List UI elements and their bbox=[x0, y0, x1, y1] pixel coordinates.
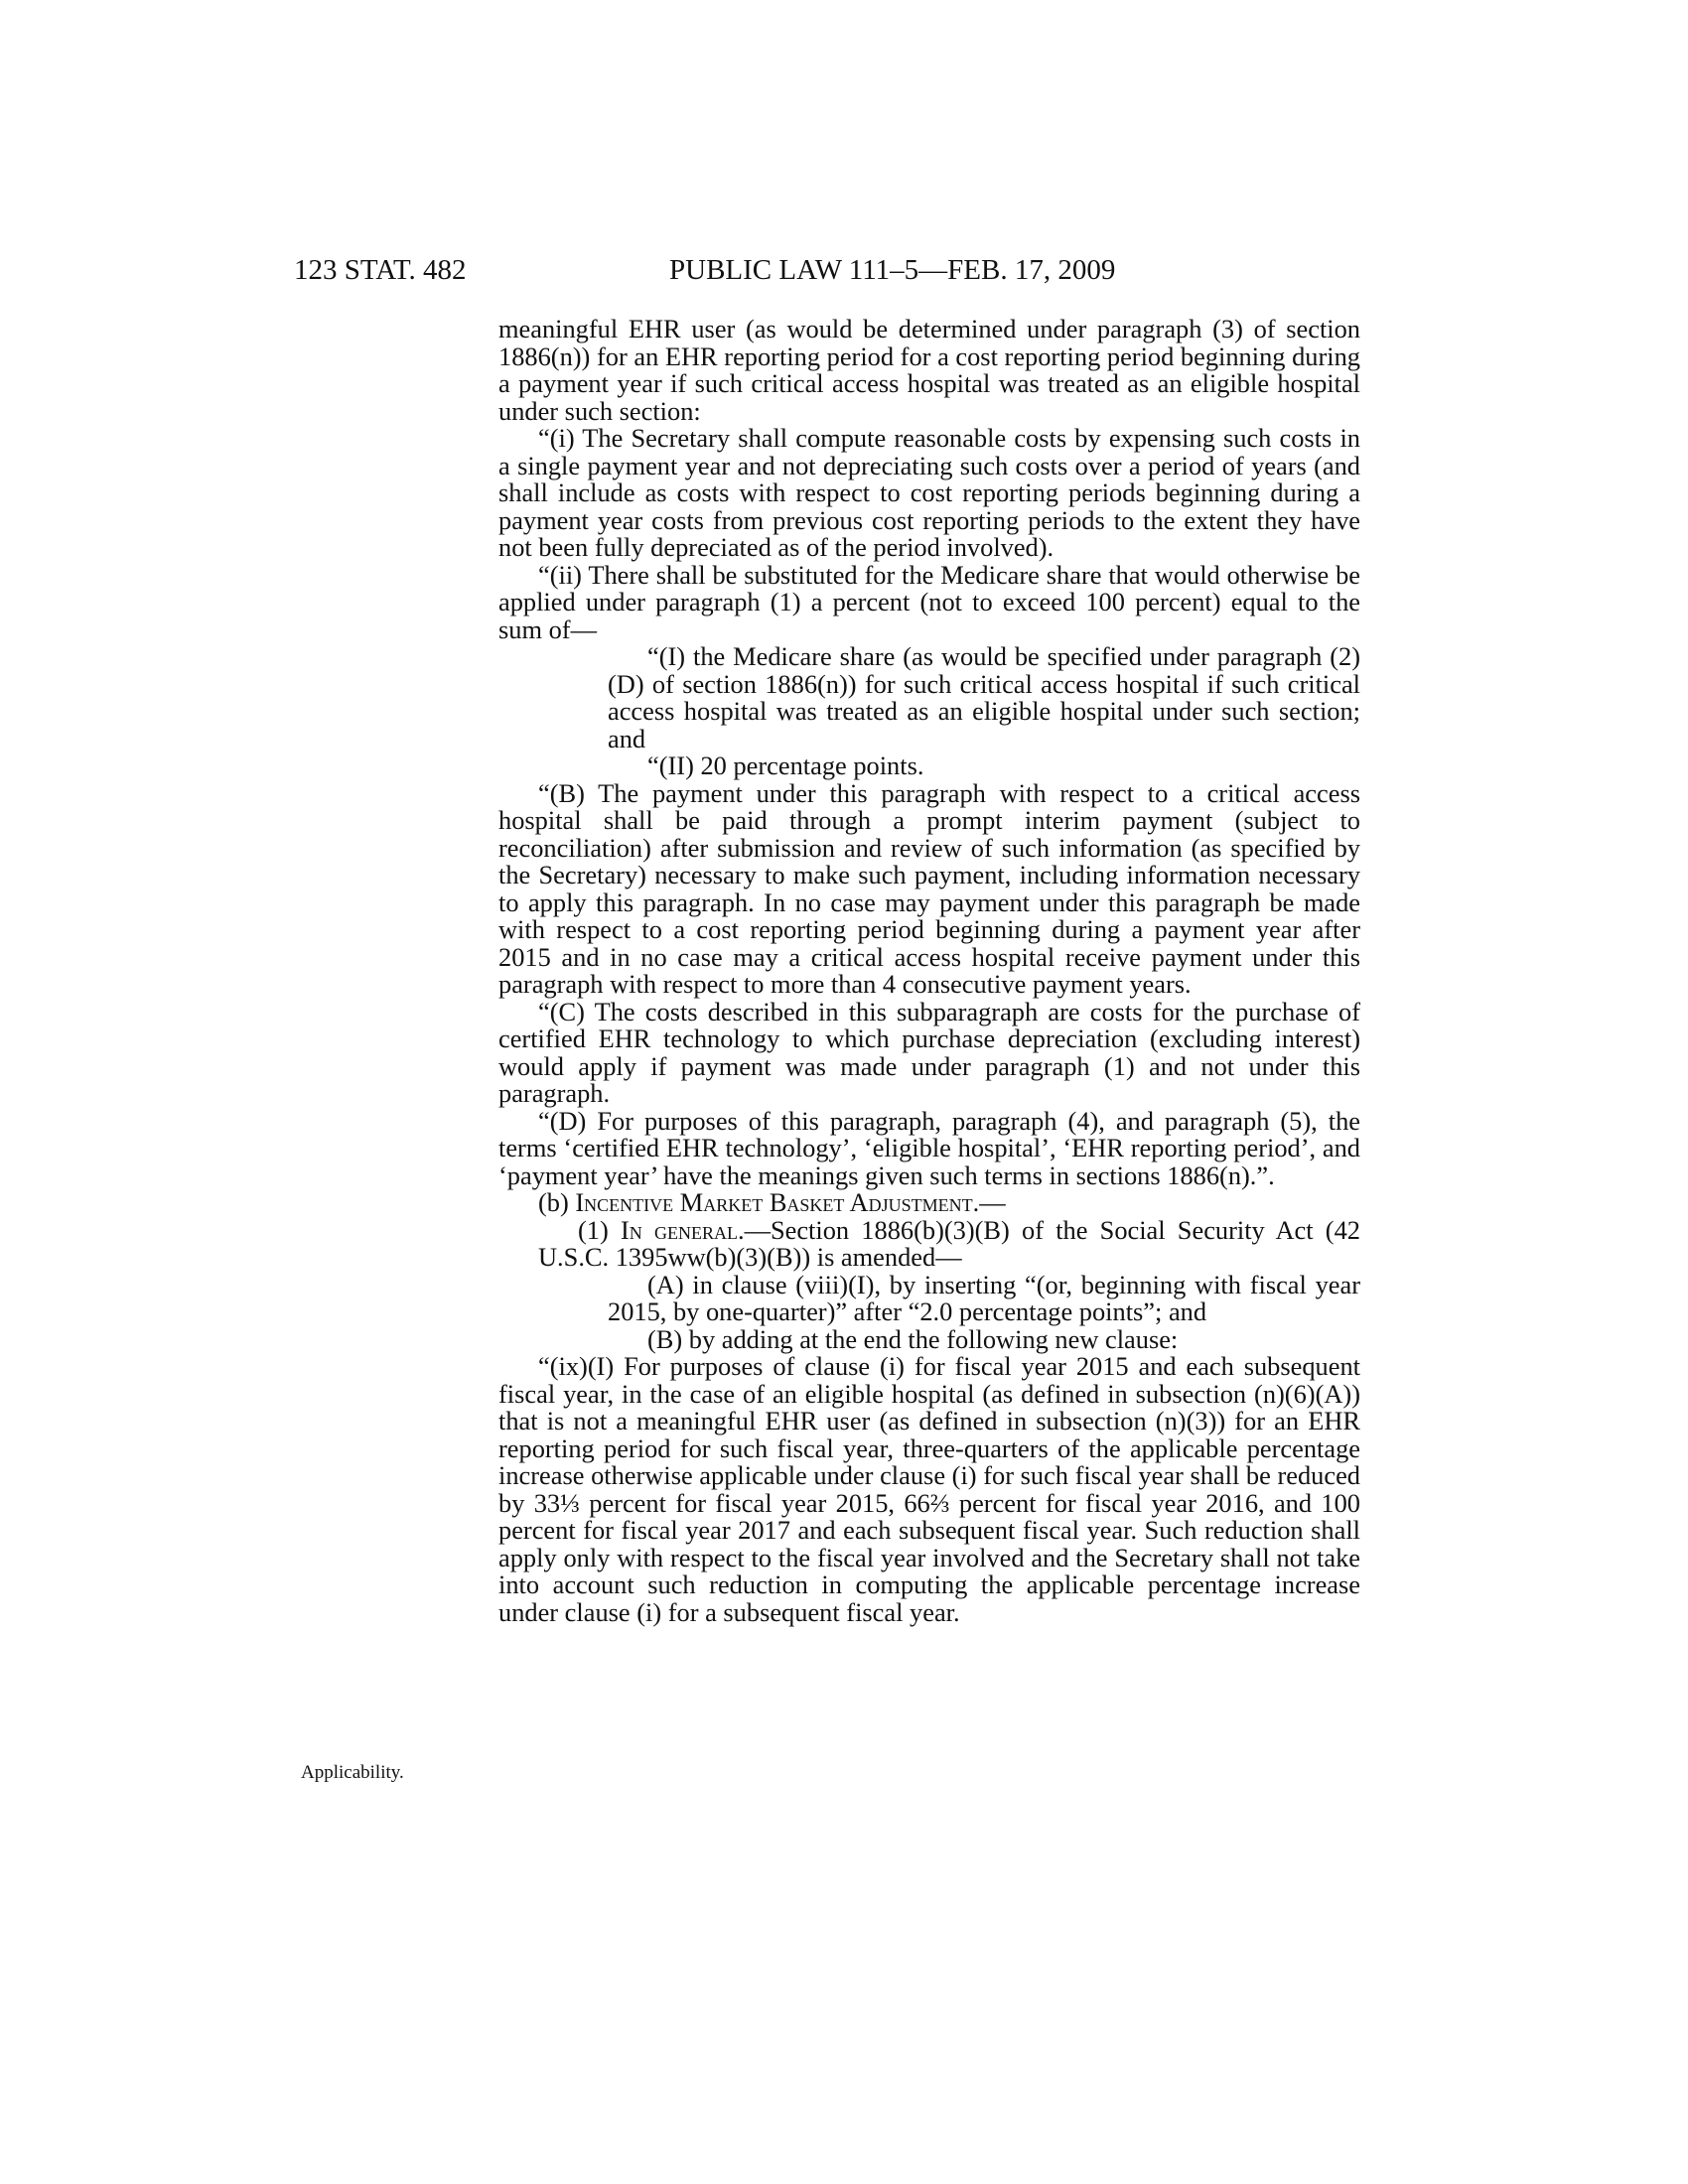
statute-page-number: 123 STAT. 482 bbox=[294, 254, 467, 286]
paragraph-1-text: —Section 1886(b)(3)(B) of the Social Security Act (42 U.S.C. 1395ww(b)(3)(B)) is amended— bbox=[538, 1214, 1360, 1272]
clause-i: “(i) The Secretary shall compute reasonable costs by expensing such costs in a single payment year and not depreciating such costs over a period of years (and shall include as costs with respect to cost reporting periods beginning during a payment year costs from previous cost reporting periods to the extent they have not been fully depreciated as of the period involved). bbox=[498, 423, 1360, 562]
subclause-II: “(II) 20 percentage points. bbox=[647, 751, 924, 780]
subparagraph-B-amend: (B) by adding at the end the following new clause: bbox=[647, 1323, 1179, 1354]
paragraph-1-label: (1) bbox=[578, 1214, 609, 1245]
subparagraph-C: “(C) The costs described in this subparagraph are costs for the purchase of certified EHR technology to which purchase depreciation (excluding interest) would apply if payment was made under paragraph (1) and not under this paragraph. bbox=[498, 996, 1360, 1108]
subsection-b-heading bbox=[498, 1189, 1360, 1217]
subparagraph-D: “(D) For purposes of this paragraph, paragraph (4), and paragraph (5), the terms ‘certified EHR technology’, ‘eligible hospital’, ‘EHR reporting period’, and ‘payment year’ have the meanings given such terms in sections 1886(n).”. bbox=[498, 1105, 1360, 1190]
subclause-I: “(I) the Medicare share (as would be specified under paragraph (2)(D) of section 1886(n)) for such critical access hospital if such critical access hospital was treated as an eligible hospital under such section; and bbox=[608, 641, 1360, 753]
subsection-b-title: Incentive Market Basket Adjustment. bbox=[575, 1187, 980, 1217]
paragraph-1-heading: In general. bbox=[620, 1214, 745, 1245]
subparagraph-A-amend: (A) in clause (viii)(I), by inserting “(or, beginning with fiscal year 2015, by one-quarter)” after “2.0 percentage points”; and bbox=[608, 1269, 1360, 1326]
public-law-title: PUBLIC LAW 111–5—FEB. 17, 2009 bbox=[669, 254, 1116, 286]
new-clause-ix: “(ix)(I) For purposes of clause (i) for fiscal year 2015 and each subsequent fiscal year, in the case of an eligible hospital (as defined in subsection (n)(6)(A)) that is not a meaningful EHR user (as defined in subsection (n)(3)) for an EHR reporting period for such fiscal year, three-quarters of the applicable percentage increase otherwise applicable under clause (i) for such fiscal year shall be reduced by 33⅓ percent for fiscal year 2015, 66⅔ percent for fiscal year 2016, and 100 percent for fiscal year 2017 and each subsequent fiscal year. Such reduction shall apply only with respect to the fiscal year involved and the Secretary shall not take into account such reduction in computing the applicable percentage increase under clause (i) for a subsequent fiscal year. bbox=[498, 1351, 1360, 1627]
paragraph-continuation: meaningful EHR user (as would be determined under paragraph (3) of section 1886(n)) for an EHR reporting period for a cost reporting period beginning during a payment year if such critical access hospital was treated as an eligible hospital under such section: bbox=[498, 314, 1360, 426]
paragraph-1 bbox=[538, 1214, 1360, 1272]
page-header bbox=[294, 250, 1366, 290]
subsection-b-label: (b) bbox=[538, 1187, 569, 1217]
clause-ii: “(ii) There shall be substituted for the Medicare share that would otherwise be applied under paragraph (1) a percent (not to exceed 100 percent) equal to the sum of— bbox=[498, 559, 1360, 644]
margin-note-applicability: Applicability. bbox=[301, 1762, 404, 1783]
subparagraph-B: “(B) The payment under this paragraph with respect to a critical access hospital shall be paid through a prompt interim payment (subject to reconciliation) after submission and review of such information (as specified by the Secretary) necessary to make such payment, including information necessary to apply this paragraph. In no case may payment under this paragraph be made with respect to a cost reporting period beginning during a payment year after 2015 and in no case may a critical access hospital receive payment under this paragraph with respect to more than 4 consecutive payment years. bbox=[498, 777, 1360, 999]
subsection-b-dash: — bbox=[979, 1187, 1006, 1217]
statute-body bbox=[498, 316, 1360, 1626]
